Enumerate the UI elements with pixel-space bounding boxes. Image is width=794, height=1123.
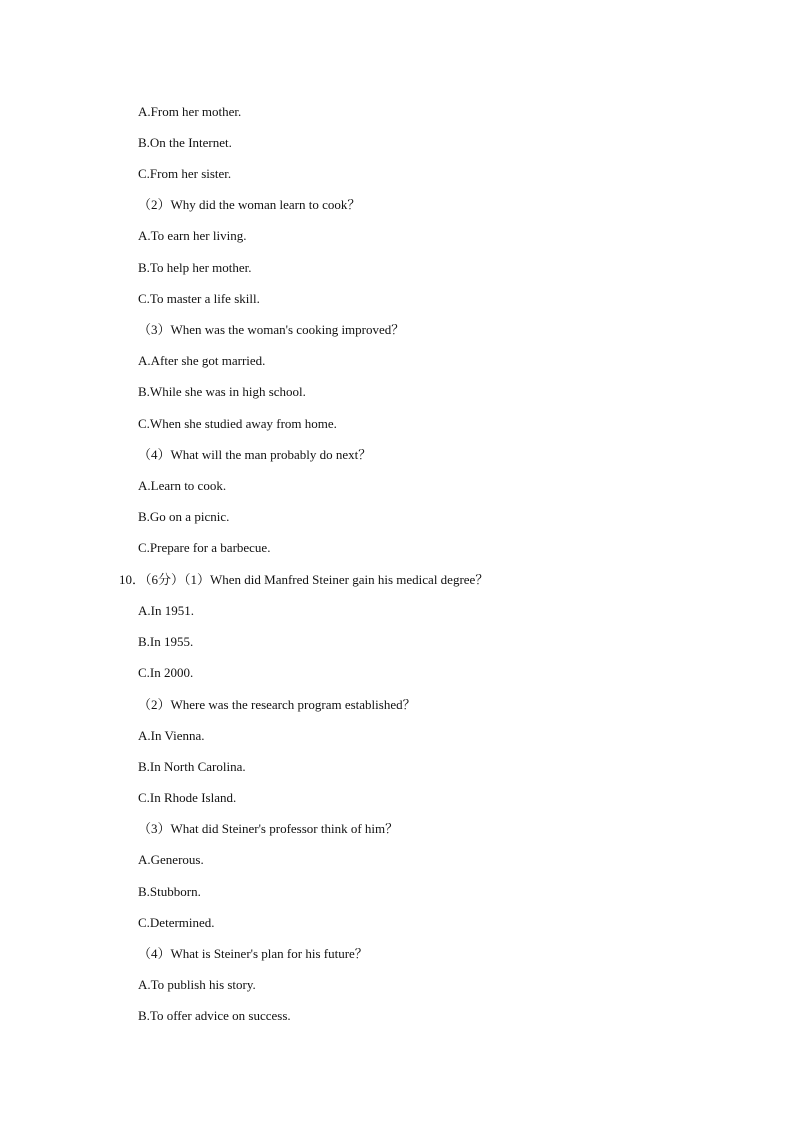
q10-2-option-c: C.In Rhode Island. xyxy=(138,790,237,805)
q10-2-option-b: B.In North Carolina. xyxy=(138,759,246,774)
q10-2-option-a: A.In Vienna. xyxy=(138,728,205,743)
q10-4-option-b: B.To offer advice on success. xyxy=(138,1008,291,1023)
q10-3-option-b: B.Stubborn. xyxy=(138,884,201,899)
q9-2-question: （2）Why did the woman learn to cook？ xyxy=(138,197,361,212)
q10-2-question: （2）Where was the research program established？ xyxy=(138,697,416,712)
q10-1-option-b: B.In 1955. xyxy=(138,634,194,649)
q10-4-option-a: A.To publish his story. xyxy=(138,977,256,992)
q9-1-option-b: B.On the Internet. xyxy=(138,135,232,150)
q10-3-option-a: A.Generous. xyxy=(138,852,204,867)
q10-3-option-c: C.Determined. xyxy=(138,915,215,930)
q9-2-option-c: C.To master a life skill. xyxy=(138,291,260,306)
q10-4-question: （4）What is Steiner's plan for his future？ xyxy=(138,946,368,961)
q9-4-option-c: C.Prepare for a barbecue. xyxy=(138,540,271,555)
q10-1-option-a: A.In 1951. xyxy=(138,603,194,618)
q9-3-option-c: C.When she studied away from home. xyxy=(138,416,337,431)
q9-1-option-a: A.From her mother. xyxy=(138,104,242,119)
q10-1-option-c: C.In 2000. xyxy=(138,665,194,680)
q10-header: 10．（6分）（1）When did Manfred Steiner gain his medical degree？ xyxy=(119,572,489,587)
q9-3-option-a: A.After she got married. xyxy=(138,353,266,368)
q9-3-question: （3）When was the woman's cooking improved？ xyxy=(138,322,405,337)
q9-2-option-b: B.To help her mother. xyxy=(138,260,252,275)
q9-4-option-a: A.Learn to cook. xyxy=(138,478,227,493)
q9-4-question: （4）What will the man probably do next？ xyxy=(138,447,372,462)
q9-1-option-c: C.From her sister. xyxy=(138,166,232,181)
q9-2-option-a: A.To earn her living. xyxy=(138,228,247,243)
q9-3-option-b: B.While she was in high school. xyxy=(138,384,306,399)
q10-3-question: （3）What did Steiner's professor think of him？ xyxy=(138,821,399,836)
q9-4-option-b: B.Go on a picnic. xyxy=(138,509,230,524)
